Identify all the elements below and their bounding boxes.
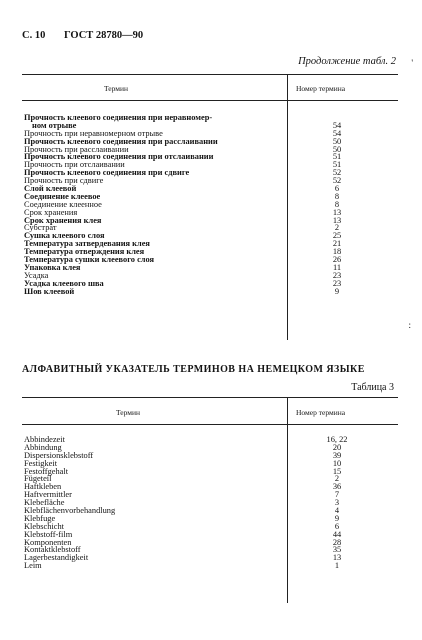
term-number-cell: 39 [332, 450, 342, 460]
table-row [22, 523, 398, 531]
term-cell: Сушка клеевого слоя [24, 231, 105, 241]
table-row [22, 554, 398, 562]
standard-code: ГОСТ 28780—90 [64, 30, 144, 41]
table-row [22, 452, 398, 460]
term-number-cell: 28 [332, 537, 342, 547]
term-number-cell: 11 [332, 262, 342, 272]
term-number-cell: 54 [332, 120, 342, 130]
table-row [22, 468, 398, 476]
term-cell: Упаковка клея [24, 262, 81, 272]
term-number-cell: 3 [334, 498, 340, 508]
table3-top-border [22, 397, 398, 398]
term-cell: Усадка клеевого шва [24, 278, 104, 288]
term-number-cell: 7 [334, 490, 340, 500]
term-number-cell: 13 [332, 553, 342, 563]
term-number-cell: 50 [332, 136, 342, 146]
term-number-cell: 23 [332, 278, 342, 288]
term-number-cell: 51 [332, 152, 342, 162]
term-cell: Klebstoff-film [24, 529, 73, 539]
table-row [22, 483, 398, 491]
term-number-cell: 2 [334, 474, 340, 484]
margin-mark-middle: : [408, 320, 411, 330]
term-cell: Kontaktklebstoff [24, 545, 81, 555]
term-number-cell: 50 [332, 144, 342, 154]
term-cell: Komponenten [24, 537, 72, 547]
term-number-cell: 6 [334, 184, 340, 194]
table-row [22, 280, 398, 288]
term-cell: Klebflächenvorbehandlung [24, 506, 116, 516]
term-number-cell: 8 [334, 191, 340, 201]
table-row [22, 562, 398, 570]
term-number-cell: 35 [332, 545, 342, 555]
term-number-cell: 44 [332, 529, 342, 539]
table2-body [22, 114, 398, 295]
table-row [22, 264, 398, 272]
table-row [22, 114, 398, 122]
term-cell: Leim [24, 561, 42, 571]
term-number-cell: 23 [332, 270, 342, 280]
continuation-label: Продолжение табл. 2 [298, 56, 396, 67]
term-number-cell: 13 [332, 215, 342, 225]
term-number-cell: 16, 22 [326, 435, 348, 444]
term-number-cell: 4 [334, 506, 340, 516]
term-cell: Fügeteil [24, 474, 52, 484]
term-cell: Festigkeit [24, 458, 58, 468]
table-row [22, 507, 398, 515]
term-cell: Lagerbestandigkeit [24, 553, 89, 563]
term-number-cell: 21 [332, 239, 342, 249]
table2-number-header: Номер термина [296, 84, 346, 93]
table-row [22, 460, 398, 468]
term-number-cell: 6 [334, 521, 340, 531]
term-cell: Усадка [24, 270, 49, 280]
term-number-cell: 10 [332, 458, 342, 468]
table2-top-border [22, 74, 398, 75]
term-cell: Прочность клеевого соединения при расслаивании [24, 136, 218, 146]
term-number-cell: 15 [332, 466, 342, 476]
term-cell: Температура сушки клеевого слоя [24, 255, 155, 265]
table2-term-header: Термин [104, 84, 129, 93]
table3-number-header: Номер термина [296, 408, 346, 417]
term-number-cell: 54 [332, 128, 342, 138]
table3-label: Таблица 3 [351, 382, 394, 393]
term-cell: Температура отверждения клея [24, 247, 145, 257]
term-cell: Слой клеевой [24, 184, 77, 194]
term-number-cell: 52 [332, 168, 342, 178]
table-row [22, 491, 398, 499]
term-cell: Прочность при сдвиге [24, 176, 104, 186]
term-number-cell: 51 [332, 160, 342, 170]
term-cell: Срок хранения [24, 207, 78, 217]
table-row [22, 177, 398, 185]
term-number-cell: 26 [332, 255, 342, 265]
term-cell: Соединение клеевое [24, 191, 101, 201]
term-cell: Abbindezeit [24, 435, 65, 444]
term-number-cell: 20 [332, 442, 342, 452]
term-number-cell: 2 [334, 223, 340, 233]
term-cell: Прочность при отслаивании [24, 160, 125, 170]
term-cell: Прочность клеевого соединения при неравномер- [24, 113, 213, 122]
table-row [22, 201, 398, 209]
table-row [22, 288, 398, 296]
term-cell: Haftvermittler [24, 490, 72, 500]
term-cell: Klebfuge [24, 513, 56, 523]
table2-header-divider [22, 100, 398, 101]
table-row [22, 475, 398, 483]
term-cell: Шов клеевой [24, 286, 75, 296]
term-number-cell: 8 [334, 199, 340, 209]
term-cell: Срок хранения клея [24, 215, 102, 225]
term-cell: ном отрыве [32, 120, 77, 130]
term-cell: Festoffgehalt [24, 466, 69, 476]
term-cell: Dispersionsklebstoff [24, 450, 94, 460]
table3-body [22, 436, 398, 570]
term-number-cell: 18 [332, 247, 342, 257]
term-cell: Соединение клеенное [24, 199, 102, 209]
table-row [22, 531, 398, 539]
table3-term-header: Термин [116, 408, 141, 417]
table-row [22, 436, 398, 444]
table-row [22, 217, 398, 225]
term-cell: Субстрат [24, 223, 57, 233]
term-cell: Abbindung [24, 442, 62, 452]
term-cell: Прочность клеевого соединения при отслаивании [24, 152, 214, 162]
term-cell: Прочность клеевого соединения при сдвиге [24, 168, 190, 178]
term-cell: Klebschicht [24, 521, 65, 531]
term-number-cell: 13 [332, 207, 342, 217]
term-number-cell: 52 [332, 176, 342, 186]
table3-header-divider [22, 424, 398, 425]
term-number-cell: 36 [332, 482, 342, 492]
section-title: АЛФАВИТНЫЙ УКАЗАТЕЛЬ ТЕРМИНОВ НА НЕМЕЦКОМ ЯЗЫКЕ [22, 364, 365, 375]
term-number-cell: 1 [334, 561, 340, 571]
margin-mark-top: ' [411, 58, 413, 68]
term-cell: Прочность при расслаивании [24, 144, 129, 154]
page-number: С. 10 [22, 30, 46, 41]
term-cell: Прочность при неравномерном отрыве [24, 128, 163, 138]
term-cell: Klebefläche [24, 498, 65, 508]
term-cell: Haftkleben [24, 482, 62, 492]
term-number-cell: 25 [332, 231, 342, 241]
term-cell: Температура затвердевания клея [24, 239, 150, 249]
term-number-cell: 9 [334, 286, 340, 296]
term-number-cell: 9 [334, 513, 340, 523]
table-row [22, 515, 398, 523]
